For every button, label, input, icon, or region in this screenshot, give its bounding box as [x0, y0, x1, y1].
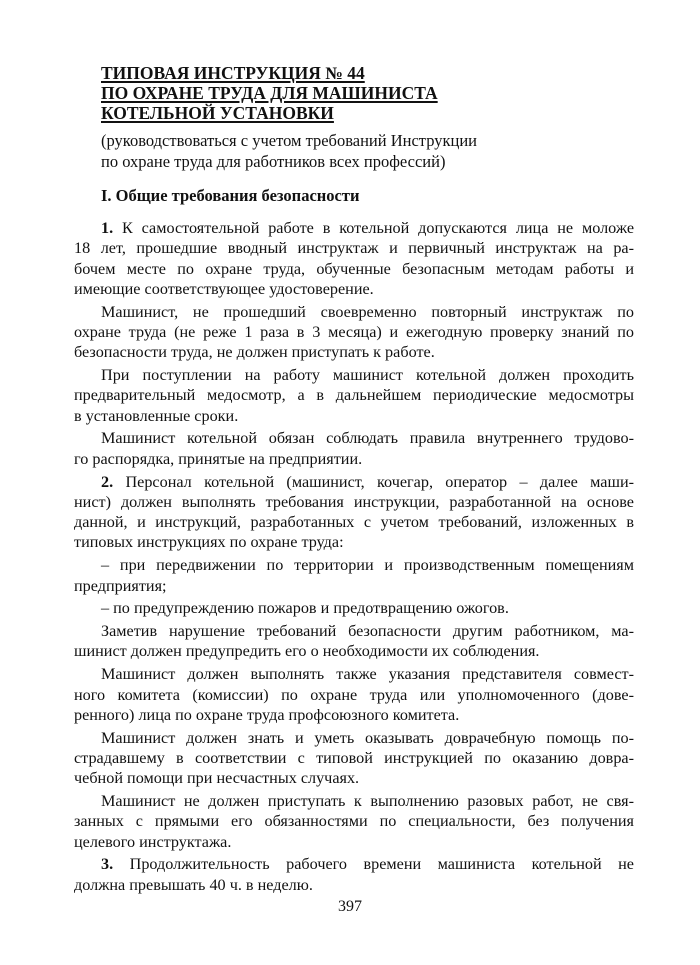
paragraph-line: Машинист должен знать и уметь оказывать доврачебную помощь по- — [101, 728, 634, 747]
paragraph — [74, 428, 634, 469]
paragraph — [74, 365, 634, 426]
paragraph-line: охране труда (не реже 1 раза в 3 месяца) и ежегодную проверку знаний по — [74, 322, 634, 341]
section-heading: I. Общие требования безопасности — [101, 186, 360, 205]
item-number: 1. — [101, 219, 114, 237]
paragraph-line: го распорядка, принятые на предприятии. — [74, 449, 363, 468]
document-title — [101, 63, 601, 123]
paragraph — [74, 218, 634, 299]
paragraph-line: чебной помощи при несчастных случаях. — [74, 769, 360, 788]
line-text: Продолжительность рабочего времени машиниста котельной не — [113, 855, 634, 874]
title-line: КОТЕЛЬНОЙ УСТАНОВКИ — [101, 103, 334, 123]
item-number: 2. — [101, 472, 114, 491]
paragraph-line: При поступлении на работу машинист котельной должен проходить — [101, 366, 634, 385]
paragraph-line: бочем месте по охране труда, обученные безопасным методам работы и — [74, 259, 634, 278]
paragraph-line: должна превышать 40 ч. в неделю. — [74, 875, 313, 894]
paragraph-line: занных с прямыми его обязанностями по специальности, без получения — [74, 812, 634, 831]
note-line: по охране труда для работников всех профессий) — [101, 151, 446, 171]
paragraph-line — [74, 218, 634, 238]
paragraph — [74, 621, 634, 662]
paragraph — [74, 854, 634, 895]
paragraph-line: Заметив нарушение требований безопасности другим работником, ма- — [101, 622, 634, 641]
paragraph-line: предприятия; — [74, 576, 167, 595]
paragraph-line: ренного) лица по охране труда профсоюзного комитета. — [74, 705, 460, 724]
paragraph-line: целевого инструктажа. — [74, 832, 232, 851]
paragraph-line: в установленные сроки. — [74, 406, 239, 425]
paragraph-line: 18 лет, прошедшие вводный инструктаж и первичный инструктаж на ра- — [74, 239, 634, 258]
paragraph-line: нист) должен выполнять требования инструкции, разработанной на основе — [74, 492, 634, 511]
document-body — [74, 218, 634, 898]
paragraph — [74, 791, 634, 852]
paragraph-line: шинист должен предупредить его о необходимости их соблюдения. — [74, 642, 540, 661]
paragraph-line: Машинист, не прошедший своевременно повторный инструктаж по — [101, 302, 634, 321]
page-number: 397 — [338, 898, 362, 915]
note-line: (руководствоваться с учетом требований Инструкции — [101, 131, 477, 150]
paragraph — [74, 728, 634, 789]
list-item — [74, 555, 634, 596]
paragraph-line: безопасности труда, не должен приступать к работе. — [74, 343, 435, 362]
paragraph-line: Машинист должен выполнять также указания представителя совмест- — [101, 665, 634, 684]
paragraph-line: предварительный медосмотр, а в дальнейшем периодические медосмотры — [74, 386, 634, 405]
paragraph-line: типовых инструкциях по охране труда: — [74, 533, 344, 552]
paragraph — [74, 302, 634, 363]
title-line: ТИПОВАЯ ИНСТРУКЦИЯ № 44 — [101, 63, 365, 83]
list-item — [74, 598, 634, 618]
usage-note — [101, 131, 621, 172]
title-line: ПО ОХРАНЕ ТРУДА ДЛЯ МАШИНИСТА — [101, 83, 438, 103]
paragraph-line — [74, 472, 634, 492]
paragraph-line — [74, 854, 634, 874]
line-text: К самостоятельной работе в котельной допускаются лица не моложе — [113, 219, 634, 237]
paragraph-line: ного комитета (комиссии) по охране труда или уполномоченного (дове- — [74, 685, 634, 704]
paragraph-line: страдавшему в соответствии с типовой инструкцией по оказанию довра- — [74, 748, 634, 767]
item-number: 3. — [101, 855, 114, 874]
paragraph-line: данной, и инструкций, разработанных с учетом требований, изложенных в — [74, 513, 634, 532]
paragraph — [74, 472, 634, 553]
paragraph — [74, 664, 634, 725]
paragraph-line: – при передвижении по территории и производственным помещениям — [101, 556, 634, 575]
paragraph-line: – по предупреждению пожаров и предотвращению ожогов. — [101, 599, 509, 618]
paragraph-line: Машинист котельной обязан соблюдать правила внутреннего трудово- — [101, 429, 634, 448]
line-text: Персонал котельной (машинист, кочегар, оператор – далее маши- — [113, 472, 634, 491]
paragraph-line: имеющие соответствующее удостоверение. — [74, 279, 374, 298]
paragraph-line: Машинист не должен приступать к выполнению разовых работ, не свя- — [101, 792, 634, 811]
